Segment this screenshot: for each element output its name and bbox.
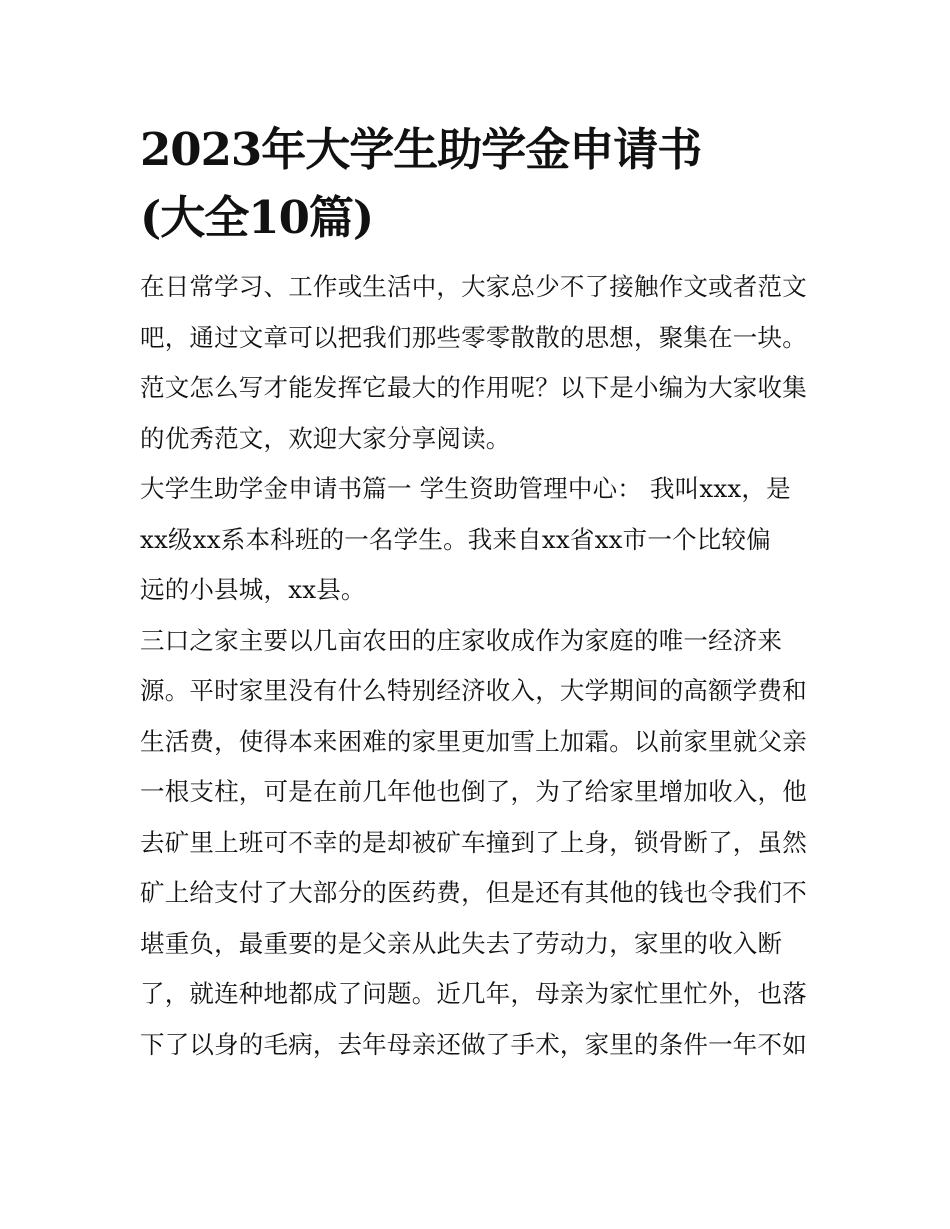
text-line: 矿上给支付了大部分的医药费，但是还有其他的钱也令我们不 — [140, 878, 807, 907]
text-line: 范文怎么写才能发挥它最大的作用呢？以下是小编为大家收集 — [140, 373, 807, 402]
text-line: 大学生助学金申请书篇一 学生资助管理中心： 我叫xxx，是 — [140, 474, 791, 503]
paragraph-family-situation — [140, 616, 812, 1071]
text-line: 一根支柱，可是在前几年他也倒了，为了给家里增加收入，他 — [140, 777, 807, 806]
title-line: 2023年大学生助学金申请书 — [140, 123, 702, 176]
text-line: 在日常学习、工作或生活中，大家总少不了接触作文或者范文 — [140, 272, 807, 301]
text-line: 的优秀范文，欢迎大家分享阅读。 — [140, 423, 511, 453]
text-line: 吧，通过文章可以把我们那些零零散散的思想，聚集在一块。 — [140, 322, 807, 352]
text-line: 源。平时家里没有什么特别经济收入，大学期间的高额学费和 — [140, 676, 807, 705]
paragraph-intro — [140, 262, 812, 464]
text-line: 了，就连种地都成了问题。近几年，母亲为家忙里忙外，也落 — [140, 979, 807, 1008]
text-line: 三口之家主要以几亩农田的庄家收成作为家庭的唯一经济来 — [140, 625, 783, 655]
text-line: 远的小县城，xx县。 — [140, 575, 366, 604]
text-line: 堪重负，最重要的是父亲从此失去了劳动力，家里的收入断 — [140, 928, 783, 958]
title-line: (大全10篇) — [140, 191, 374, 244]
text-line: xx级xx系本科班的一名学生。我来自xx省xx市一个比较偏 — [140, 524, 771, 554]
text-line: 下了以身的毛病，去年母亲还做了手术，家里的条件一年不如 — [140, 1029, 807, 1059]
text-line: 生活费，使得本来困难的家里更加雪上加霜。以前家里就父亲 — [140, 726, 807, 756]
document-title — [140, 116, 812, 252]
paragraph-letter-opening — [140, 464, 812, 616]
text-line: 去矿里上班可不幸的是却被矿车撞到了上身，锁骨断了，虽然 — [140, 827, 807, 857]
document-body — [140, 116, 812, 1070]
